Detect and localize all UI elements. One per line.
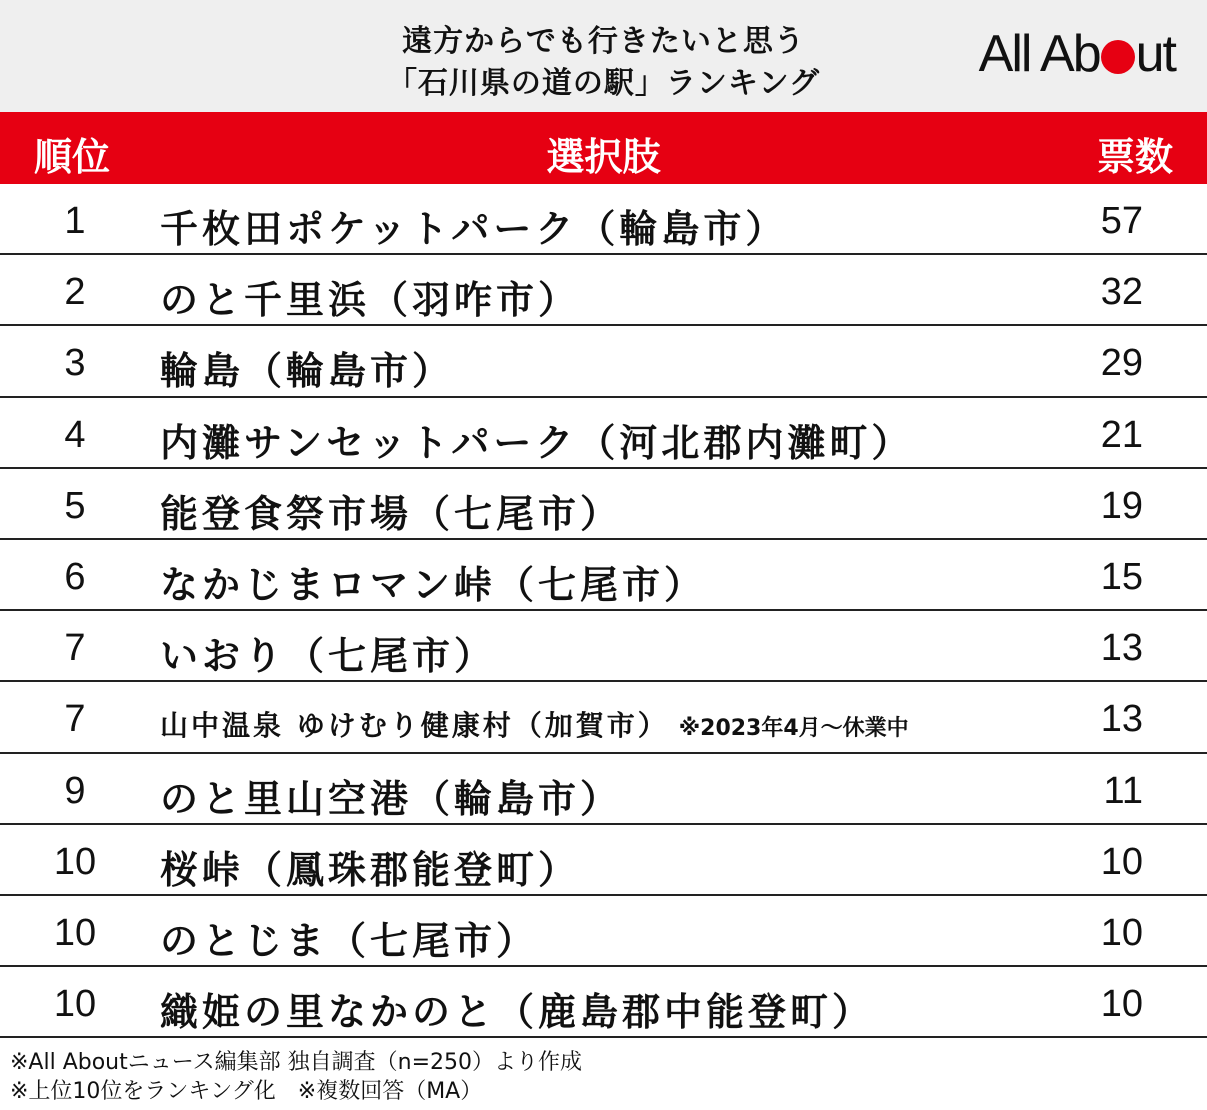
votes-cell: 19 [1100,484,1143,527]
choice-text: 山中温泉 ゆけむり健康村（加賀市） [160,709,669,743]
choice-cell: なかじまロマン峠（七尾市） [160,562,707,607]
choice-cell: 織姫の里なかのと（鹿島郡中能登町） [160,990,875,1035]
table-header [0,112,1207,184]
rank-cell: 6 [64,555,86,598]
footer-source-note: ※All Aboutニュース編集部 独自調査（n=250）より作成 [10,1050,583,1075]
table-row [0,326,1207,397]
table-row [0,825,1207,896]
table-row [0,896,1207,967]
rank-cell: 10 [53,911,97,954]
table-row [0,255,1207,326]
votes-cell: 10 [1100,911,1143,954]
choice-cell: 内灘サンセットパーク（河北郡内灘町） [160,420,914,465]
rank-cell: 1 [64,200,86,242]
votes-cell: 15 [1100,555,1143,598]
votes-cell: 10 [1100,983,1143,1026]
choice-cell [160,704,909,744]
table-row [0,540,1207,611]
table-row [0,754,1207,825]
column-votes: 票数 [1096,135,1173,179]
votes-cell: 13 [1100,698,1143,741]
table-row [0,469,1207,540]
rank-cell: 7 [64,698,86,741]
ranking-table [0,184,1207,1038]
rank-cell: 5 [64,484,86,527]
votes-cell: 32 [1100,271,1143,314]
votes-cell: 10 [1100,840,1143,883]
rank-cell: 10 [53,983,97,1026]
rank-cell: 10 [53,840,97,883]
votes-cell: 57 [1100,200,1143,242]
rank-cell: 2 [64,271,86,314]
allabout-logo [979,24,1175,84]
logo-text-right: ut [1135,25,1175,83]
closure-note: ※2023年4月～休業中 [678,716,909,742]
logo-red-dot [1101,40,1135,74]
table-row [0,611,1207,682]
rank-cell: 3 [64,342,86,385]
table-row [0,184,1207,255]
choice-cell: のと千里浜（羽咋市） [160,278,581,323]
choice-cell: 千枚田ポケットパーク（輪島市） [160,207,788,251]
choice-cell: 能登食祭市場（七尾市） [160,491,623,536]
footer-method-note: ※上位10位をランキング化 ※複数回答（MA） [10,1079,483,1104]
choice-cell: 輪島（輪島市） [160,349,455,394]
page-title-line2: 「石川県の道の駅」ランキング [386,66,821,101]
footer-notes [10,1048,582,1106]
rank-cell: 4 [64,413,86,456]
rank-cell: 7 [64,627,86,670]
choice-cell: のとじま（七尾市） [160,918,539,963]
votes-cell: 29 [1100,342,1143,385]
page-title-line1: 遠方からでも行きたいと思う [402,24,805,59]
table-row [0,682,1207,753]
header [0,0,1207,112]
choice-cell: いおり（七尾市） [160,634,497,679]
votes-cell: 13 [1100,627,1143,670]
choice-cell: のと里山空港（輪島市） [160,776,623,821]
choice-cell: 桜峠（鳳珠郡能登町） [160,847,581,892]
rank-cell: 9 [64,769,86,812]
logo-text-left: All Ab [978,25,1100,83]
column-choice: 選択肢 [546,135,661,179]
column-rank: 順位 [34,135,111,179]
votes-cell: 11 [1103,769,1143,812]
votes-cell: 21 [1100,413,1143,456]
table-row [0,398,1207,469]
table-row [0,967,1207,1038]
